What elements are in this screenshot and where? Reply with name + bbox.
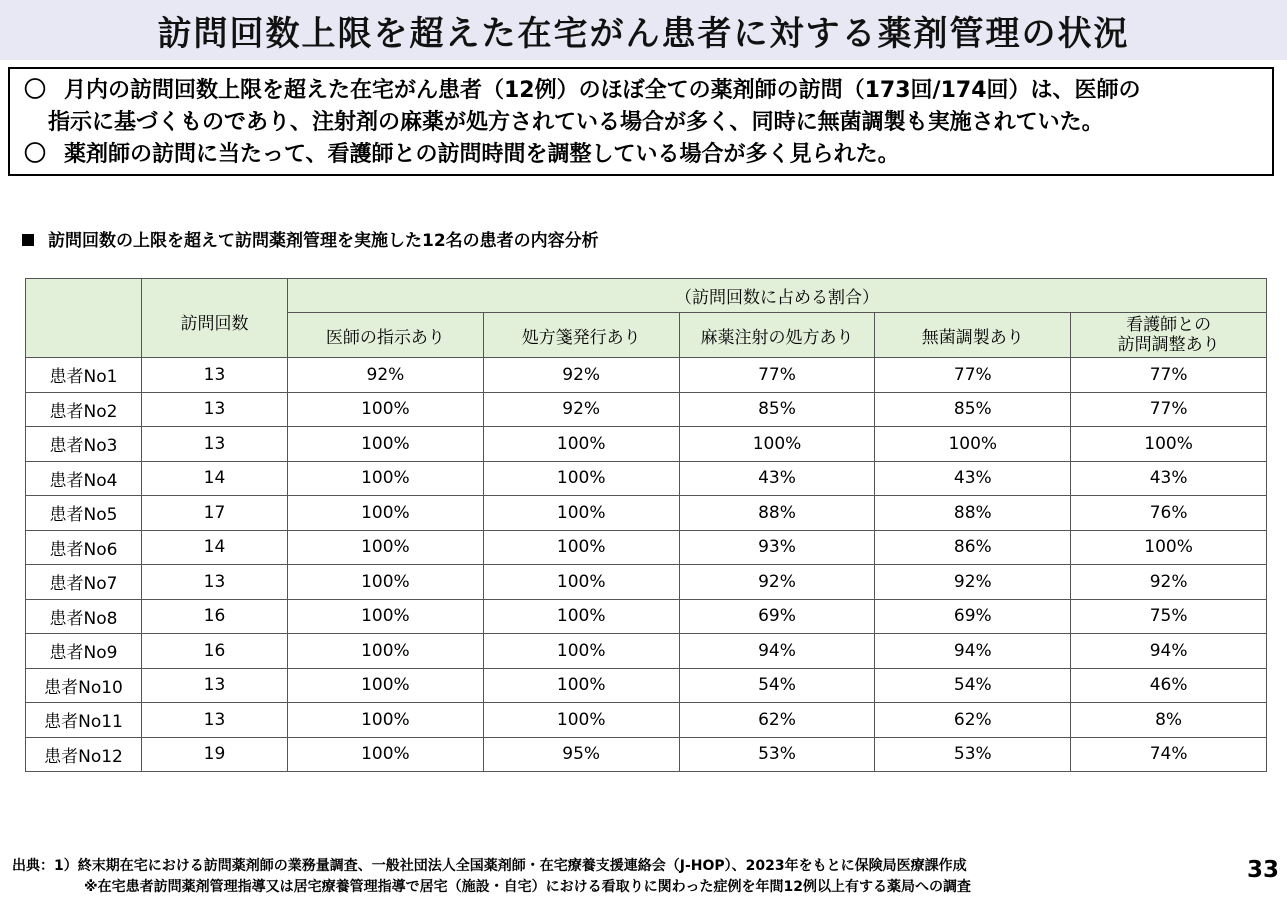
ratio-cell: 95% [483, 737, 679, 772]
ratio-cell: 92% [483, 392, 679, 427]
ratio-cell: 77% [679, 358, 875, 393]
ratio-cell: 77% [1071, 392, 1267, 427]
ratio-cell: 100% [288, 599, 484, 634]
ratio-cell: 53% [679, 737, 875, 772]
ratio-cell: 92% [875, 565, 1071, 600]
patient-cell: 患者No5 [26, 496, 142, 531]
header-aseptic-prep: 無菌調製あり [875, 313, 1071, 358]
summary-point-1 [24, 75, 1262, 107]
visits-cell: 14 [142, 530, 288, 565]
square-bullet-icon [22, 234, 34, 246]
header-patient-blank [26, 279, 142, 358]
visits-cell: 13 [142, 427, 288, 462]
patient-cell: 患者No4 [26, 461, 142, 496]
ratio-cell: 100% [483, 634, 679, 669]
ratio-cell: 100% [483, 668, 679, 703]
table-row [26, 565, 1267, 600]
ratio-cell: 88% [679, 496, 875, 531]
table-body [26, 358, 1267, 772]
ratio-cell: 54% [875, 668, 1071, 703]
visits-cell: 19 [142, 737, 288, 772]
table-row [26, 461, 1267, 496]
ratio-cell: 92% [483, 358, 679, 393]
table-row [26, 358, 1267, 393]
patient-cell: 患者No9 [26, 634, 142, 669]
visits-cell: 13 [142, 668, 288, 703]
table-row [26, 634, 1267, 669]
patient-cell: 患者No11 [26, 703, 142, 738]
ratio-cell: 43% [875, 461, 1071, 496]
ratio-cell: 100% [1071, 427, 1267, 462]
patient-cell: 患者No3 [26, 427, 142, 462]
ratio-cell: 88% [875, 496, 1071, 531]
ratio-cell: 100% [1071, 530, 1267, 565]
ratio-cell: 69% [679, 599, 875, 634]
ratio-cell: 93% [679, 530, 875, 565]
ratio-cell: 100% [875, 427, 1071, 462]
summary-point-2 [24, 139, 1262, 171]
ratio-cell: 100% [288, 496, 484, 531]
ratio-cell: 94% [875, 634, 1071, 669]
source-note [12, 856, 971, 898]
patient-cell: 患者No6 [26, 530, 142, 565]
header-nurse-coordination [1071, 313, 1267, 358]
ratio-cell: 100% [288, 392, 484, 427]
table-row [26, 496, 1267, 531]
ratio-cell: 77% [875, 358, 1071, 393]
ratio-cell: 8% [1071, 703, 1267, 738]
visits-cell: 16 [142, 599, 288, 634]
summary-text-2: 薬剤師の訪問に当たって、看護師との訪問時間を調整している場合が多く見られた。 [64, 142, 900, 167]
patient-analysis-table [25, 278, 1267, 772]
ratio-cell: 77% [1071, 358, 1267, 393]
header-nurse-coordination-line2: 訪問調整あり [1117, 335, 1220, 355]
ratio-cell: 100% [288, 737, 484, 772]
table-row [26, 703, 1267, 738]
page-number: 33 [1246, 857, 1279, 883]
patient-cell: 患者No12 [26, 737, 142, 772]
ratio-cell: 100% [679, 427, 875, 462]
ratio-cell: 43% [1071, 461, 1267, 496]
ratio-cell: 100% [483, 599, 679, 634]
header-ratio-group: （訪問回数に占める割合） [288, 279, 1267, 313]
ratio-cell: 74% [1071, 737, 1267, 772]
patient-cell: 患者No1 [26, 358, 142, 393]
table-row [26, 427, 1267, 462]
header-narcotic-injection: 麻薬注射の処方あり [679, 313, 875, 358]
ratio-cell: 62% [875, 703, 1071, 738]
bullet-circle-icon: 〇 [24, 78, 47, 103]
table-row [26, 530, 1267, 565]
ratio-cell: 100% [288, 634, 484, 669]
header-doctor-instruction: 医師の指示あり [288, 313, 484, 358]
ratio-cell: 86% [875, 530, 1071, 565]
ratio-cell: 94% [1071, 634, 1267, 669]
ratio-cell: 100% [288, 565, 484, 600]
ratio-cell: 53% [875, 737, 1071, 772]
visits-cell: 14 [142, 461, 288, 496]
ratio-cell: 100% [483, 496, 679, 531]
visits-cell: 13 [142, 358, 288, 393]
summary-point-1-continued: 指示に基づくものであり、注射剤の麻薬が処方されている場合が多く、同時に無菌調製も実施されていた。 [48, 110, 1104, 135]
visits-cell: 17 [142, 496, 288, 531]
ratio-cell: 69% [875, 599, 1071, 634]
table-row [26, 392, 1267, 427]
section-heading [22, 226, 599, 251]
source-line-2: ※在宅患者訪問薬剤管理指導又は居宅療養管理指導で居宅（施設・自宅）における看取りに関わった症例を年間12例以上有する薬局への調査 [84, 879, 971, 895]
ratio-cell: 100% [288, 530, 484, 565]
visits-cell: 16 [142, 634, 288, 669]
header-visits: 訪問回数 [142, 279, 288, 358]
ratio-cell: 85% [679, 392, 875, 427]
table-row [26, 737, 1267, 772]
ratio-cell: 100% [483, 565, 679, 600]
ratio-cell: 62% [679, 703, 875, 738]
section-heading-text: 訪問回数の上限を超えて訪問薬剤管理を実施した12名の患者の内容分析 [48, 231, 599, 251]
ratio-cell: 100% [483, 703, 679, 738]
patient-cell: 患者No2 [26, 392, 142, 427]
table-row [26, 668, 1267, 703]
ratio-cell: 46% [1071, 668, 1267, 703]
ratio-cell: 54% [679, 668, 875, 703]
ratio-cell: 76% [1071, 496, 1267, 531]
ratio-cell: 100% [483, 427, 679, 462]
table-row [26, 599, 1267, 634]
ratio-cell: 92% [1071, 565, 1267, 600]
header-nurse-coordination-line1: 看護師との [1126, 315, 1212, 335]
title-bar [0, 0, 1287, 60]
visits-cell: 13 [142, 703, 288, 738]
ratio-cell: 100% [288, 461, 484, 496]
summary-text-1: 月内の訪問回数上限を超えた在宅がん患者（12例）のほぼ全ての薬剤師の訪問（173回/174回）は、医師の [64, 78, 1141, 103]
ratio-cell: 92% [288, 358, 484, 393]
patient-cell: 患者No10 [26, 668, 142, 703]
visits-cell: 13 [142, 565, 288, 600]
patient-cell: 患者No7 [26, 565, 142, 600]
ratio-cell: 75% [1071, 599, 1267, 634]
source-line-1: 出典：1）終末期在宅における訪問薬剤師の業務量調査、一般社団法人全国薬剤師・在宅療養支援連絡会（J-HOP）、2023年をもとに保険局医療課作成 [12, 858, 967, 874]
ratio-cell: 100% [483, 530, 679, 565]
ratio-cell: 85% [875, 392, 1071, 427]
ratio-cell: 92% [679, 565, 875, 600]
ratio-cell: 100% [288, 703, 484, 738]
visits-cell: 13 [142, 392, 288, 427]
header-prescription-issued: 処方箋発行あり [483, 313, 679, 358]
ratio-cell: 43% [679, 461, 875, 496]
ratio-cell: 100% [483, 461, 679, 496]
summary-box [8, 67, 1274, 176]
page-title: 訪問回数上限を超えた在宅がん患者に対する薬剤管理の状況 [157, 13, 1130, 54]
ratio-cell: 94% [679, 634, 875, 669]
ratio-cell: 100% [288, 668, 484, 703]
patient-cell: 患者No8 [26, 599, 142, 634]
bullet-circle-icon: 〇 [24, 142, 47, 167]
ratio-cell: 100% [288, 427, 484, 462]
